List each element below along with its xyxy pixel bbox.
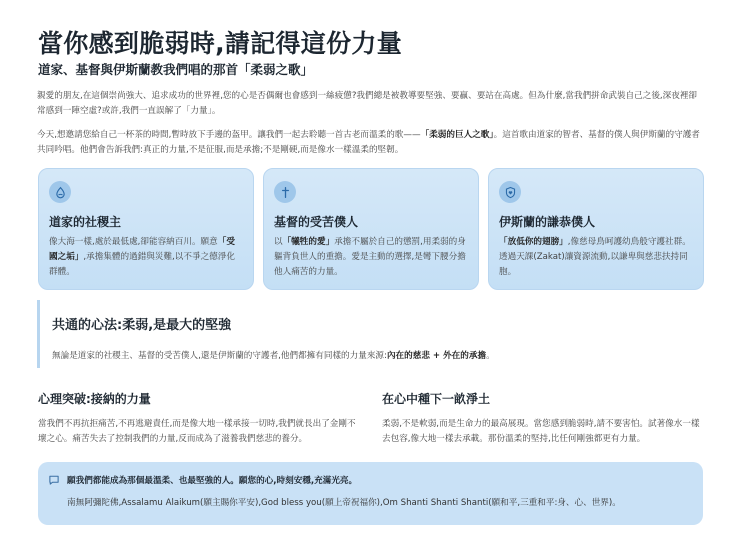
section-pure-land <box>382 390 704 447</box>
chat-bubble-icon <box>48 474 60 486</box>
card-body-text: 像大海一樣,處於最低處,卻能容納百川。願意 <box>49 237 218 247</box>
card-title: 基督的受苦僕人 <box>274 215 359 229</box>
card-body-highlight: 「犧牲的愛」 <box>282 237 335 247</box>
principle-body <box>52 349 705 361</box>
intro-text: 今天,想邀請您給自己一杯茶的時間,暫時放下手邊的盔甲。讓我們一起去聆聽一首古老而溫柔的歌—— <box>37 130 421 140</box>
shield-heart-icon <box>499 181 521 203</box>
card-body-text-continued: 承擔不屬於自己的懲罰,用柔弱的身軀背負世人的重擔。愛是主動的選擇,是彎下腰分擔他人痛苦的力量。 <box>274 237 466 277</box>
section-body: 當我們不再抗拒痛苦,不再逃避責任,而是像大地一樣承接一切時,我們就長出了金剛不壞之心。痛苦失去了控制我們的力量,反而成為了滋養我們慈悲的養分。 <box>38 419 356 444</box>
intro-paragraph-2 <box>37 128 705 158</box>
page-title: 當你感到脆弱時,請記得這份力量 <box>38 29 402 58</box>
section-acceptance <box>38 390 360 447</box>
card-body-highlight: 「放低你的翅膀」 <box>499 237 568 247</box>
card-body-text-continued: ,像慈母鳥呵護幼鳥般守護社群。透過天課(Zakat)讓資源流動,以謙卑與慈悲扶持同胞。 <box>499 237 691 277</box>
cross-icon <box>274 181 296 203</box>
blessing-header <box>48 474 689 486</box>
principle-text-end: 。 <box>486 351 495 361</box>
intro-highlight: 「柔弱的巨人之歌」 <box>420 130 494 140</box>
section-title: 在心中種下一畝淨土 <box>382 392 491 406</box>
principle-highlight: 內在的慈悲 + 外在的承擔 <box>386 351 487 361</box>
card-title: 伊斯蘭的謙恭僕人 <box>499 215 596 229</box>
blessing-title: 願我們都能成為那個最溫柔、也最堅強的人。願您的心,時刻安穩,充滿光亮。 <box>67 476 358 486</box>
card-body <box>274 235 468 280</box>
common-principle <box>37 300 705 368</box>
card-islamic <box>488 168 704 290</box>
card-body-text-continued: ,承擔集體的過錯與災難,以不爭之德淨化群體。 <box>49 252 235 277</box>
card-body-highlight: 「受國之垢」 <box>49 237 235 262</box>
intro-text-continued: 。這首歌由道家的智者、基督的僕人與伊斯蘭的守護者共同吟唱。他們會告訴我們:真正的力量,不是征服,而是承擔;不是剛硬,而是像水一樣溫柔的堅韌。 <box>37 130 700 155</box>
card-body-text: 以 <box>274 237 283 247</box>
card-title: 道家的社稷主 <box>49 215 122 229</box>
card-body <box>499 235 693 280</box>
principle-title: 共通的心法:柔弱,是最大的堅強 <box>52 318 232 333</box>
intro-paragraph-1: 親愛的朋友,在這個崇尚強大、追求成功的世界裡,您的心是否偶爾也會感到一絲疲憊?我們總是被教導要堅強、要贏、要站在高處。但為什麼,當我們拼命武裝自己之後,深夜裡卻常感到一陣空虛?或許,我們一直誤解了「力量」。 <box>37 91 698 116</box>
blessing-box <box>38 462 703 525</box>
section-title: 心理突破:接納的力量 <box>38 392 151 406</box>
section-body: 柔弱,不是軟弱,而是生命力的最高展現。當您感到脆弱時,請不要害怕。試著像水一樣去包容,像大地一樣去承載。那份溫柔的堅持,比任何剛強都更有力量。 <box>382 419 700 444</box>
page-subtitle: 道家、基督與伊斯蘭教我們唱的那首「柔弱之歌」 <box>38 62 314 77</box>
card-body <box>49 235 243 280</box>
card-taoist <box>38 168 254 290</box>
blessing-body: 南無阿彌陀佛,Assalamu Alaikum(願主賜你平安),God bless you(願上帝祝福你),Om Shanti Shanti Shanti(願和平,三重和平:身、心、世界)。 <box>67 498 621 508</box>
principle-text: 無論是道家的社稷主、基督的受苦僕人,還是伊斯蘭的守護者,他們都擁有同樣的力量來源: <box>52 351 387 361</box>
water-drop-icon <box>49 181 71 203</box>
card-christian <box>263 168 479 290</box>
